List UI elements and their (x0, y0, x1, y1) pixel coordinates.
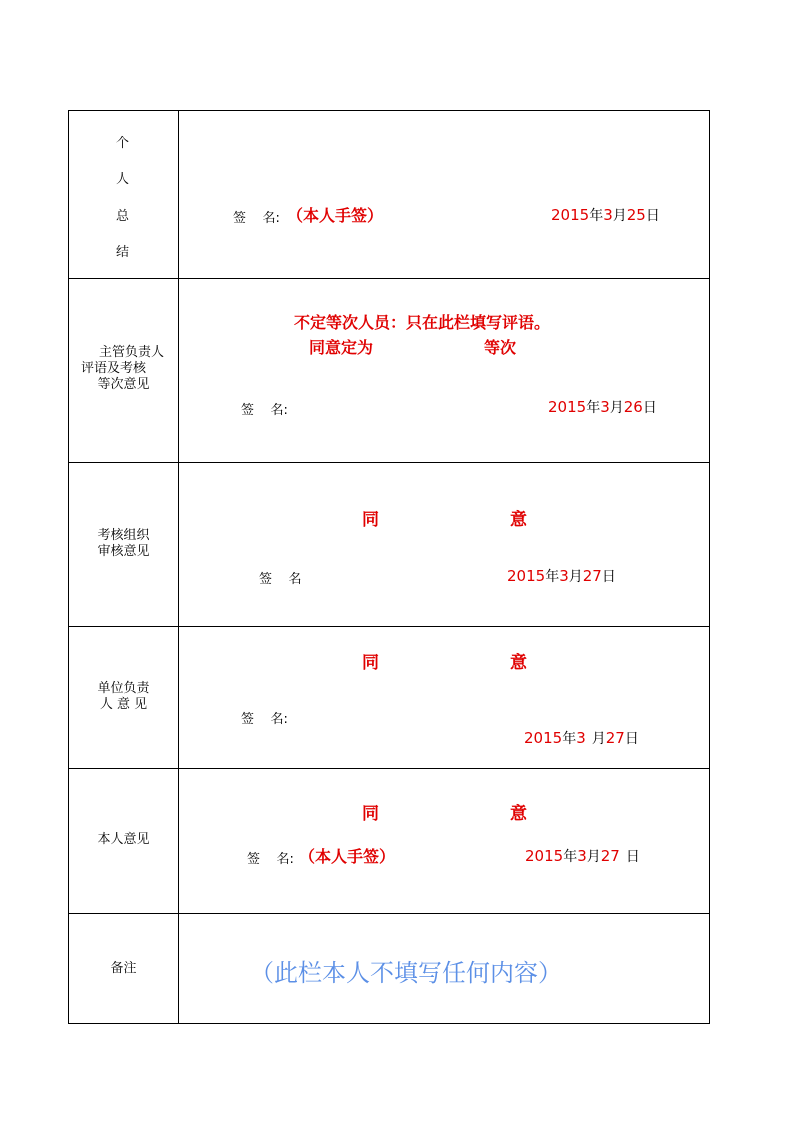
unit-head-date (524, 728, 639, 748)
summary-label-char: 个 (116, 136, 130, 151)
supervisor-notice: 不定等次人员：只在此栏填写评语。 (294, 313, 551, 332)
unit-head-sign-label: 签 名: (241, 712, 288, 727)
summary-date (551, 205, 660, 225)
unit-head-label (69, 681, 178, 713)
date-year: 2015 (525, 847, 564, 865)
unit-head-label-line: 单位负责 (97, 681, 150, 696)
date-month-unit: 月 (609, 400, 624, 416)
summary-label-char: 人 (116, 172, 130, 187)
date-day: 26 (623, 398, 643, 416)
self-opinion-agree-second: 意 (510, 804, 527, 824)
date-day: 27 (605, 729, 625, 747)
date-year: 2015 (548, 398, 587, 416)
date-month: 3 (603, 206, 613, 224)
date-month: 3 (559, 567, 569, 585)
self-opinion-agree-first: 同 (362, 804, 379, 824)
date-month: 3 (600, 398, 610, 416)
self-opinion-sign-note: （本人手签） (299, 847, 396, 866)
summary-label-char: 总 (116, 209, 130, 224)
summary-sign-note: （本人手签） (287, 206, 384, 225)
date-month: 3 (577, 847, 587, 865)
supervisor-label-line: 主管负责人 (98, 345, 164, 360)
supervisor-label-line: 等次意见 (97, 377, 150, 392)
date-year: 2015 (551, 206, 590, 224)
self-opinion-sign-label: 签 名: (247, 852, 294, 867)
date-year-unit: 年 (562, 731, 577, 747)
date-month-unit: 月 (568, 569, 583, 585)
date-day: 27 (582, 567, 602, 585)
unit-head-agree-second: 意 (510, 653, 527, 673)
date-day: 27 (600, 847, 620, 865)
date-year: 2015 (507, 567, 546, 585)
unit-head-label-line: 人 意 见 (99, 697, 148, 712)
column-divider (178, 110, 179, 1024)
summary-sign-label: 签 名: (233, 211, 280, 226)
org-review-label-line: 考核组织 (97, 528, 150, 543)
row-divider (68, 462, 710, 463)
date-day-unit: 日 (625, 849, 640, 865)
supervisor-sign-label: 签 名: (241, 403, 288, 418)
self-opinion-label: 本人意见 (97, 832, 150, 847)
supervisor-grade-prefix: 同意定为 (309, 338, 374, 357)
org-review-date (507, 566, 616, 586)
row-divider (68, 278, 710, 279)
summary-label-char: 结 (116, 245, 130, 260)
date-month-unit: 月 (591, 731, 606, 747)
supervisor-label (69, 345, 178, 393)
date-month: 3 (576, 729, 586, 747)
supervisor-date (548, 397, 657, 417)
supervisor-grade-suffix: 等次 (484, 338, 517, 357)
self-opinion-date (525, 846, 640, 866)
date-day-unit: 日 (645, 208, 660, 224)
date-year: 2015 (524, 729, 563, 747)
row-divider (68, 913, 710, 914)
remarks-note: （此栏本人不填写任何内容） (250, 959, 562, 987)
date-year-unit: 年 (586, 400, 601, 416)
org-review-label-line: 审核意见 (97, 544, 150, 559)
date-day-unit: 日 (624, 731, 639, 747)
date-day: 25 (626, 206, 646, 224)
date-day-unit: 日 (601, 569, 616, 585)
org-review-agree-first: 同 (362, 510, 379, 530)
unit-head-agree-first: 同 (362, 653, 379, 673)
row-divider (68, 626, 710, 627)
supervisor-label-line: 评语及考核 (81, 361, 147, 376)
remarks-label: 备注 (110, 961, 137, 976)
date-month-unit: 月 (586, 849, 601, 865)
org-review-agree-second: 意 (510, 510, 527, 530)
date-year-unit: 年 (563, 849, 578, 865)
date-year-unit: 年 (545, 569, 560, 585)
date-month-unit: 月 (612, 208, 627, 224)
org-review-sign-label: 签 名 (259, 572, 302, 587)
date-day-unit: 日 (642, 400, 657, 416)
row-divider (68, 768, 710, 769)
org-review-label (69, 528, 178, 560)
date-year-unit: 年 (589, 208, 604, 224)
